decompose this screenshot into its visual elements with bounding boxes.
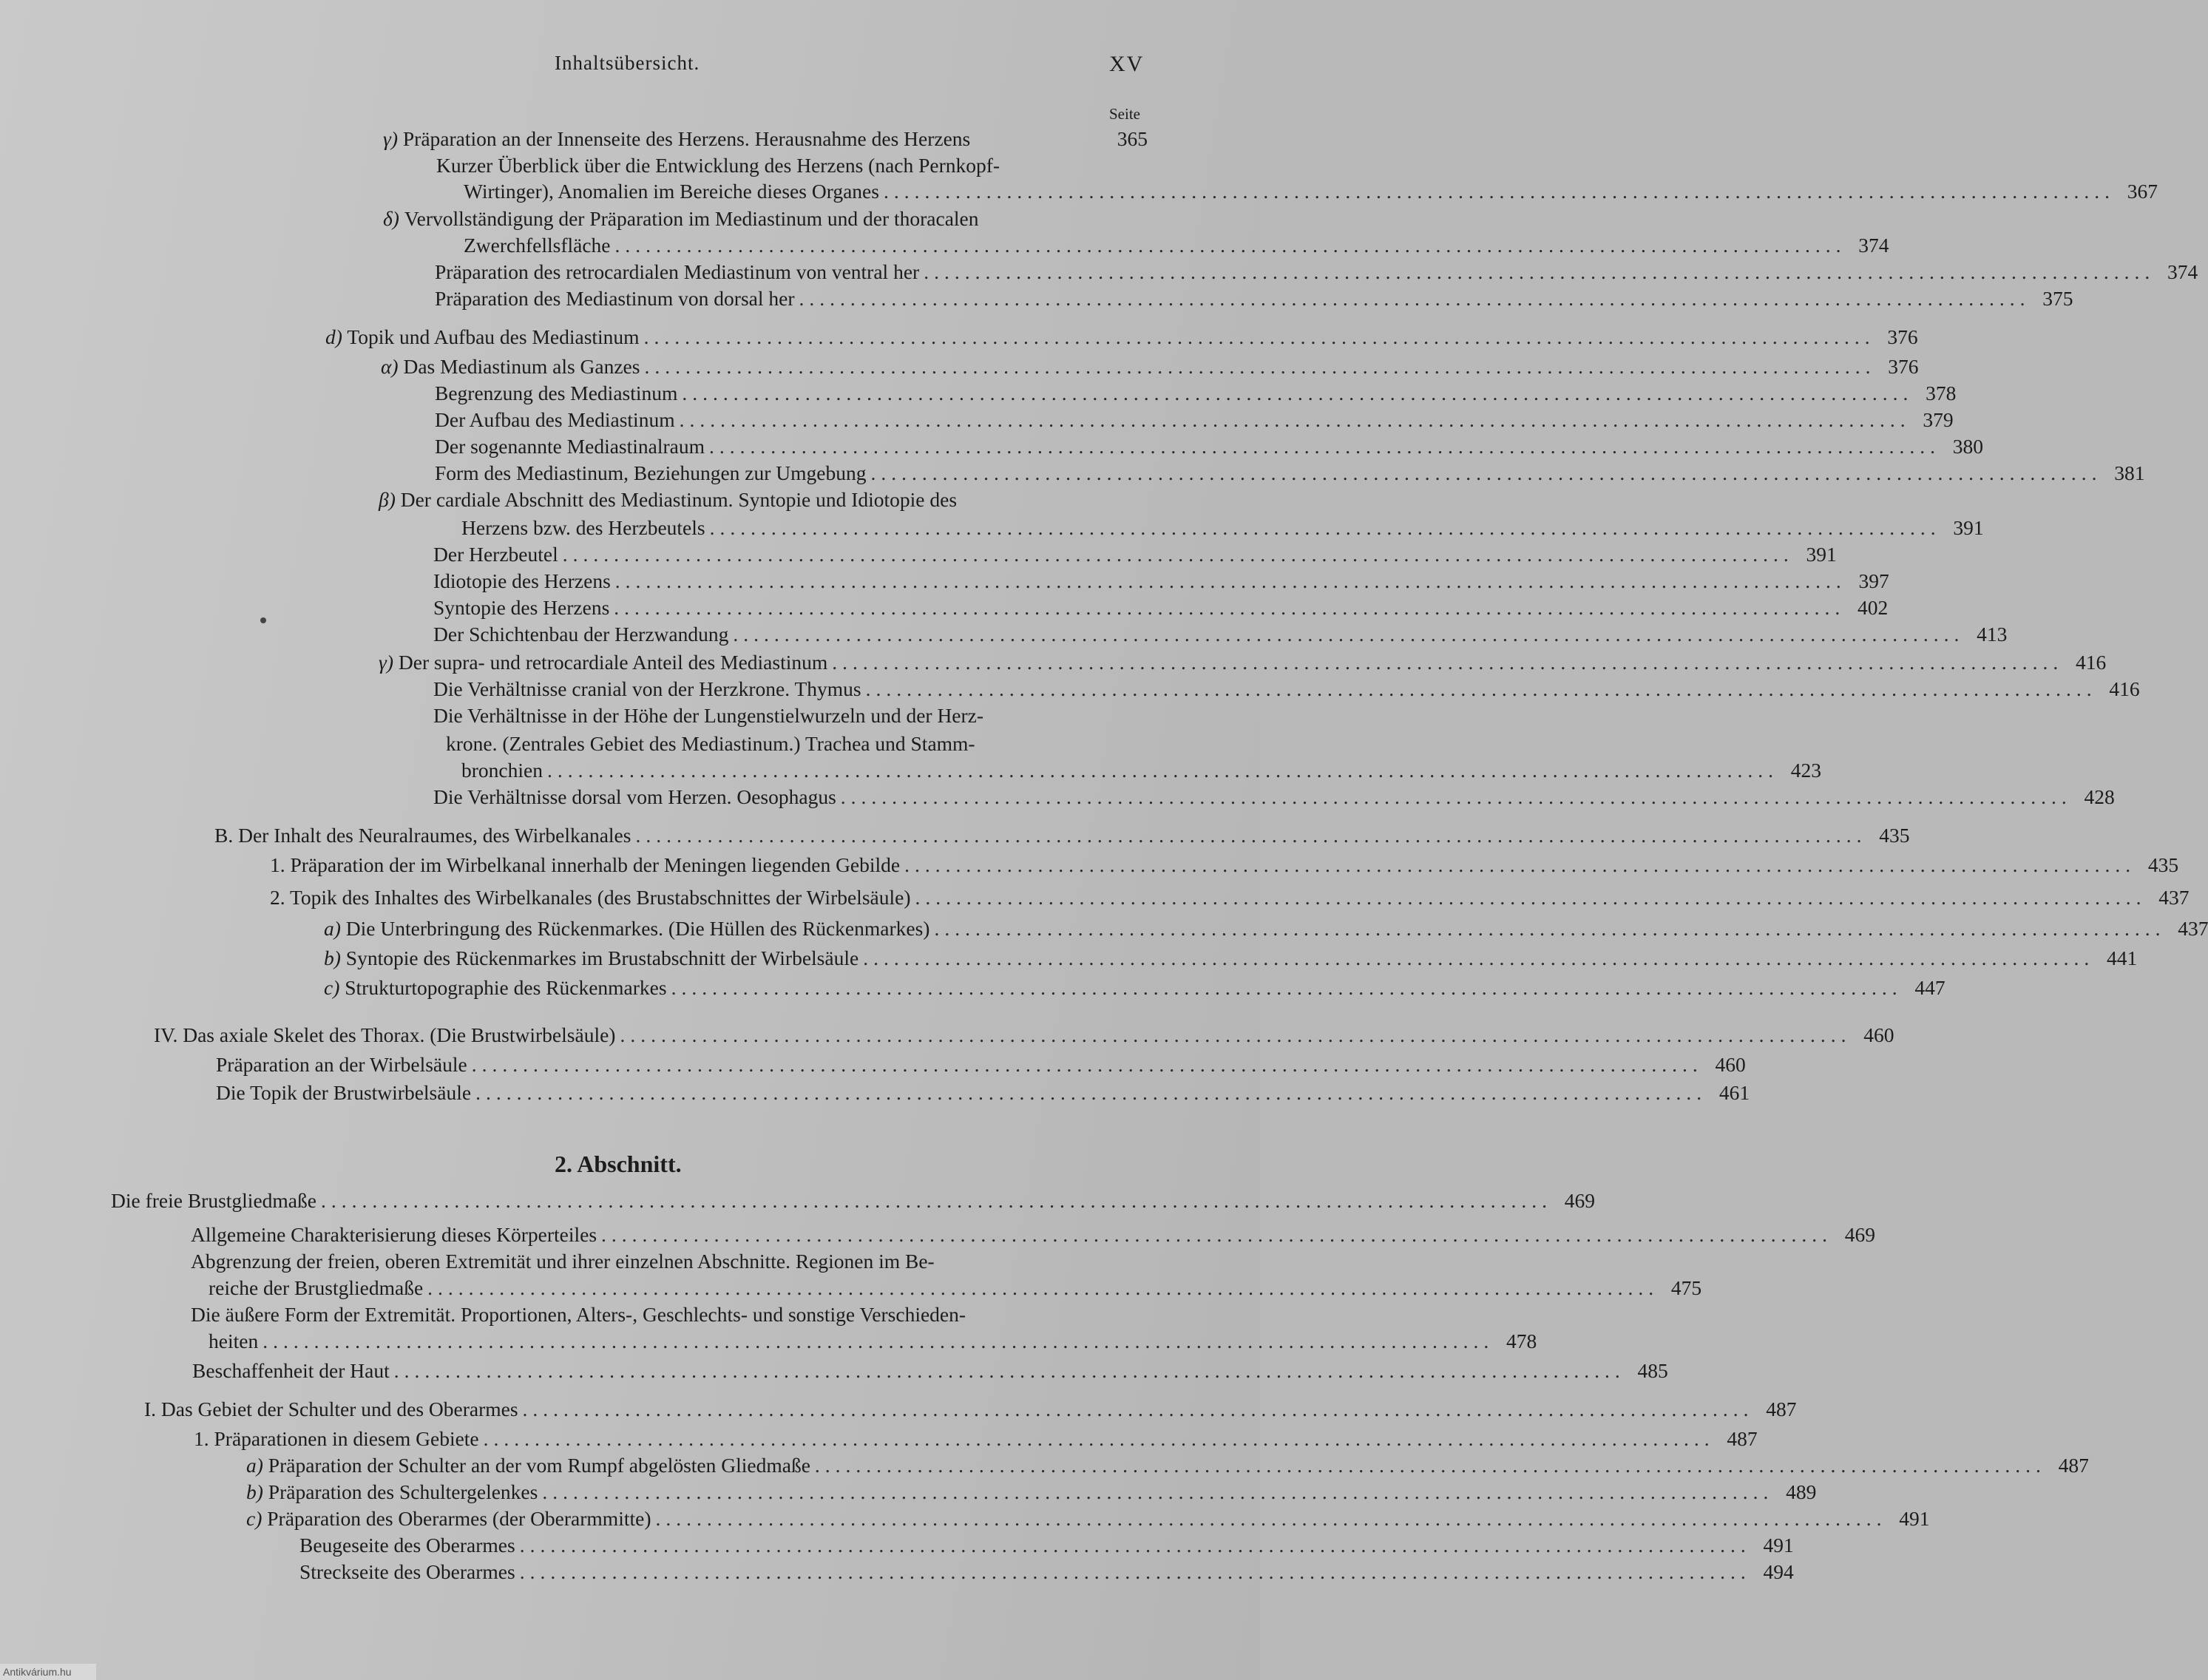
toc-entry-text bbox=[214, 824, 631, 847]
toc-entry-label: γ) bbox=[383, 127, 398, 150]
toc-entry-title: Die Verhältnisse dorsal vom Herzen. Oesophagus bbox=[433, 785, 836, 808]
toc-entry-title: 1. Präparationen in diesem Gebiete bbox=[194, 1427, 479, 1450]
toc-entry-text bbox=[435, 287, 795, 311]
dot-leader: ........................................................................................................................ bbox=[904, 853, 2136, 876]
toc-entry-text bbox=[433, 677, 861, 701]
seite-column-label: Seite bbox=[1109, 105, 1140, 123]
toc-entry bbox=[270, 853, 2179, 880]
dot-leader: ........................................................................................................................ bbox=[682, 382, 1914, 404]
toc-entry-text bbox=[435, 260, 919, 284]
toc-entry-title: Abgrenzung der freien, oberen Extremität und ihrer einzelnen Abschnitte. Regionen im Be- bbox=[191, 1250, 935, 1273]
toc-entry-text bbox=[324, 946, 859, 970]
toc-entry-label: c) bbox=[324, 976, 340, 999]
toc-entry bbox=[209, 1330, 1537, 1356]
toc-entry bbox=[446, 732, 1148, 759]
toc-entry bbox=[209, 1276, 1702, 1303]
toc-page-number: 447 bbox=[1914, 976, 1945, 999]
toc-entry-text bbox=[433, 569, 611, 593]
toc-entry-text bbox=[379, 488, 957, 512]
toc-page-number: 378 bbox=[1926, 382, 1957, 404]
toc-page-number: 413 bbox=[1977, 623, 2008, 646]
toc-entry-text bbox=[246, 1454, 810, 1477]
toc-entry-title: Kurzer Überblick über die Entwicklung des Herzens (nach Pernkopf- bbox=[436, 154, 1000, 177]
toc-entry-title: krone. (Zentrales Gebiet des Mediastinum.) Trachea und Stamm- bbox=[446, 732, 975, 755]
section-heading: 2. Abschnitt. bbox=[555, 1151, 682, 1177]
toc-entry-title: Begrenzung des Mediastinum bbox=[435, 382, 678, 404]
toc-entry-label: b) bbox=[324, 946, 341, 969]
toc-entry-title: Syntopie des Rückenmarkes im Brustabschnitt der Wirbelsäule bbox=[345, 946, 859, 969]
toc-entry-text bbox=[461, 516, 705, 540]
toc-entry bbox=[246, 1454, 2089, 1480]
toc-page-number: 494 bbox=[1763, 1560, 1794, 1583]
toc-entry bbox=[461, 759, 1821, 785]
toc-page-number: 441 bbox=[2106, 946, 2138, 969]
toc-entry-title: heiten bbox=[209, 1330, 259, 1352]
toc-page-number: 487 bbox=[1766, 1398, 1797, 1420]
toc-entry-label: α) bbox=[381, 355, 399, 378]
toc-entry-text bbox=[461, 759, 543, 782]
dot-leader: ........................................................................................................................ bbox=[865, 677, 2097, 700]
dot-leader: ........................................................................................................................ bbox=[483, 1427, 1715, 1450]
toc-entry-label: b) bbox=[246, 1480, 263, 1503]
dot-leader: ........................................................................................................................ bbox=[643, 325, 1875, 348]
toc-entry-title: Präparation des retrocardialen Mediastinum von ventral her bbox=[435, 260, 920, 283]
toc-entry bbox=[464, 234, 1889, 260]
toc-entry-text bbox=[191, 1223, 597, 1247]
toc-entry-title: Die freie Brustgliedmaße bbox=[111, 1189, 316, 1212]
toc-entry bbox=[435, 260, 2198, 287]
toc-entry-text bbox=[435, 382, 677, 405]
dot-leader: ........................................................................................................................ bbox=[519, 1534, 1751, 1557]
toc-entry-label: c) bbox=[246, 1507, 263, 1530]
toc-entry-title: I. Das Gebiet der Schulter und des Oberarmes bbox=[144, 1398, 518, 1420]
dot-leader: ........................................................................................................................ bbox=[519, 1560, 1751, 1583]
toc-entry-text bbox=[111, 1189, 316, 1213]
toc-entry-text bbox=[446, 732, 975, 756]
toc-entry-text bbox=[324, 917, 929, 941]
toc-entry-title: Präparation an der Innenseite des Herzens. Herausnahme des Herzens bbox=[402, 127, 971, 150]
toc-entry-text bbox=[299, 1534, 515, 1557]
toc-entry-title: Topik und Aufbau des Mediastinum bbox=[347, 325, 640, 348]
toc-entry bbox=[111, 1189, 1595, 1216]
toc-entry-text bbox=[379, 651, 827, 674]
dot-leader: ........................................................................................................................ bbox=[427, 1276, 1659, 1299]
toc-page-number: 437 bbox=[2158, 886, 2190, 909]
toc-entry-text bbox=[270, 853, 900, 877]
toc-entry-title: Der Schichtenbau der Herzwandung bbox=[433, 623, 729, 646]
toc-entry bbox=[214, 824, 1910, 850]
dot-leader: ........................................................................................................................ bbox=[671, 976, 1903, 999]
dot-leader: ........................................................................................................................ bbox=[709, 516, 1941, 539]
toc-entry-title: Vervollständigung der Präparation im Mediastinum und der thoracalen bbox=[404, 207, 979, 230]
dot-leader: ........................................................................................................................ bbox=[522, 1398, 1754, 1420]
dot-leader: ........................................................................................................................ bbox=[915, 886, 2147, 909]
toc-entry-title: Das Mediastinum als Ganzes bbox=[403, 355, 640, 378]
toc-page-number: 460 bbox=[1715, 1053, 1746, 1076]
roman-page-number: XV bbox=[1109, 52, 1145, 76]
dot-leader: ........................................................................................................................ bbox=[679, 408, 1911, 431]
toc-entry-title: Der Herzbeutel bbox=[433, 543, 558, 566]
toc-entry bbox=[433, 677, 2140, 704]
dot-leader: ........................................................................................................................ bbox=[601, 1223, 1833, 1246]
toc-entry-text bbox=[299, 1560, 515, 1584]
toc-entry bbox=[433, 785, 2115, 812]
toc-page-number: 491 bbox=[1899, 1507, 1930, 1530]
toc-entry bbox=[435, 461, 2145, 488]
toc-page-number: 391 bbox=[1953, 516, 1984, 539]
toc-entry-title: Beugeseite des Oberarmes bbox=[299, 1534, 515, 1557]
dot-leader: ........................................................................................................................ bbox=[542, 1480, 1774, 1503]
dot-leader: ........................................................................................................................ bbox=[832, 651, 2064, 674]
toc-entry-title: Strukturtopographie des Rückenmarkes bbox=[345, 976, 667, 999]
toc-entry-text bbox=[464, 180, 879, 203]
toc-entry-title: reiche der Brustgliedmaße bbox=[209, 1276, 424, 1299]
dot-leader: ........................................................................................................................ bbox=[870, 461, 2102, 484]
toc-entry bbox=[433, 596, 1889, 623]
toc-entry-text bbox=[383, 207, 979, 231]
toc-entry bbox=[270, 886, 2190, 912]
toc-entry bbox=[154, 1023, 1894, 1050]
toc-entry-text bbox=[246, 1507, 651, 1531]
toc-entry-title: Der sogenannte Mediastinalraum bbox=[435, 435, 705, 458]
toc-entry bbox=[436, 154, 1148, 180]
toc-page-number: 416 bbox=[2109, 677, 2140, 700]
toc-entry bbox=[216, 1053, 1746, 1080]
dot-leader: ........................................................................................................................ bbox=[840, 785, 2072, 808]
toc-entry-title: Der supra- und retrocardiale Anteil des Mediastinum bbox=[398, 651, 828, 674]
toc-entry bbox=[246, 1480, 1817, 1507]
toc-page-number: 475 bbox=[1670, 1276, 1702, 1299]
dot-leader: ........................................................................................................................ bbox=[471, 1053, 1703, 1076]
toc-page-number: 374 bbox=[2167, 260, 2198, 283]
dot-leader: ........................................................................................................................ bbox=[320, 1189, 1552, 1212]
toc-entry bbox=[381, 355, 1919, 382]
toc-entry bbox=[191, 1250, 1148, 1276]
toc-entry-text bbox=[433, 623, 728, 646]
toc-page-number: 469 bbox=[1844, 1223, 1876, 1246]
dot-leader: ........................................................................................................................ bbox=[562, 543, 1794, 566]
toc-entry bbox=[433, 623, 2008, 649]
toc-page-number: 435 bbox=[1879, 824, 1910, 847]
toc-page-number: 397 bbox=[1858, 569, 1889, 592]
dot-leader: ........................................................................................................................ bbox=[814, 1454, 2046, 1477]
toc-entry-label: γ) bbox=[379, 651, 393, 674]
toc-entry-title: Die Verhältnisse cranial von der Herzkrone. Thymus bbox=[433, 677, 861, 700]
toc-entry bbox=[461, 516, 1984, 543]
toc-entry-text bbox=[216, 1053, 467, 1077]
toc-page-number: 376 bbox=[1887, 325, 1918, 348]
toc-entry-text bbox=[435, 435, 705, 458]
toc-page-number: 487 bbox=[2058, 1454, 2089, 1477]
toc-entry-text bbox=[436, 154, 1000, 177]
toc-entry bbox=[192, 1359, 1668, 1386]
toc-entry-title: Allgemeine Charakterisierung dieses Körperteiles bbox=[191, 1223, 597, 1246]
dot-leader: ........................................................................................................................ bbox=[620, 1023, 1852, 1046]
toc-entry bbox=[216, 1081, 1750, 1108]
toc-entry-label: a) bbox=[246, 1454, 263, 1477]
toc-page-number: 376 bbox=[1888, 355, 1919, 378]
toc-page-number: 423 bbox=[1790, 759, 1821, 782]
dot-leader: ........................................................................................................................ bbox=[546, 759, 1778, 782]
toc-entry-text bbox=[191, 1250, 935, 1273]
toc-entry-title: Die Topik der Brustwirbelsäule bbox=[216, 1081, 472, 1104]
dot-leader: ........................................................................................................................ bbox=[863, 946, 2095, 969]
toc-entry bbox=[433, 704, 1148, 731]
toc-entry-text bbox=[383, 127, 970, 151]
toc-entry-text bbox=[433, 596, 609, 620]
dot-leader: ........................................................................................................................ bbox=[883, 180, 2115, 203]
toc-entry bbox=[246, 1507, 1930, 1534]
toc-page-number: 374 bbox=[1858, 234, 1889, 257]
toc-entry-title: bronchien bbox=[461, 759, 543, 782]
toc-entry bbox=[433, 543, 1837, 569]
toc-page-number: 469 bbox=[1564, 1189, 1595, 1212]
toc-page-number: 487 bbox=[1727, 1427, 1758, 1450]
dot-leader: ........................................................................................................................ bbox=[709, 435, 1941, 458]
toc-entry-title: B. Der Inhalt des Neuralraumes, des Wirbelkanales bbox=[214, 824, 631, 847]
toc-entry-text bbox=[464, 234, 611, 257]
dot-leader: ........................................................................................................................ bbox=[644, 355, 1876, 378]
toc-entry-title: Die Unterbringung des Rückenmarkes. (Die Hüllen des Rückenmarkes) bbox=[345, 917, 930, 940]
toc-entry-title: Syntopie des Herzens bbox=[433, 596, 610, 619]
toc-entry-label: β) bbox=[379, 488, 396, 511]
dot-leader: ........................................................................................................................ bbox=[934, 917, 2166, 940]
toc-entry-title: Der Aufbau des Mediastinum bbox=[435, 408, 675, 431]
toc-entry bbox=[144, 1398, 1797, 1424]
dot-leader: ........................................................................................................................ bbox=[655, 1507, 1887, 1530]
toc-entry-text bbox=[270, 886, 910, 910]
toc-entry bbox=[383, 207, 1148, 234]
toc-entry-label: d) bbox=[325, 325, 342, 348]
toc-entry bbox=[191, 1223, 1876, 1250]
toc-entry-text bbox=[433, 785, 836, 809]
toc-page-number: 460 bbox=[1863, 1023, 1894, 1046]
dot-leader: ........................................................................................................................ bbox=[263, 1330, 1494, 1352]
toc-entry-text bbox=[216, 1081, 471, 1105]
dot-leader: ........................................................................................................................ bbox=[799, 287, 2031, 310]
toc-page-number: 489 bbox=[1786, 1480, 1817, 1503]
toc-entry-text bbox=[194, 1427, 479, 1451]
toc-entry bbox=[379, 488, 1148, 515]
toc-entry-label: a) bbox=[324, 917, 341, 940]
toc-entry-title: 2. Topik des Inhaltes des Wirbelkanales (des Brustabschnittes der Wirbelsäule) bbox=[270, 886, 911, 909]
toc-entry-title: Die äußere Form der Extremität. Proportionen, Alters-, Geschlechts- und sonstige Verschieden- bbox=[191, 1303, 966, 1326]
toc-page-number: 478 bbox=[1506, 1330, 1537, 1352]
toc-entry bbox=[299, 1560, 1794, 1587]
toc-entry bbox=[383, 127, 1148, 154]
toc-entry-title: Idiotopie des Herzens bbox=[433, 569, 611, 592]
toc-entry-title: Präparation der Schulter an der vom Rumpf abgelösten Gliedmaße bbox=[268, 1454, 810, 1477]
toc-entry bbox=[191, 1303, 1148, 1330]
toc-page-number: 402 bbox=[1858, 596, 1889, 619]
toc-entry-text bbox=[209, 1330, 258, 1353]
toc-entry-title: Beschaffenheit der Haut bbox=[192, 1359, 390, 1382]
toc-entry-text bbox=[191, 1303, 966, 1327]
print-speck bbox=[260, 617, 266, 623]
toc-entry bbox=[435, 435, 1984, 461]
toc-page-number: 391 bbox=[1806, 543, 1837, 566]
toc-entry bbox=[379, 651, 2107, 677]
toc-page-number: 491 bbox=[1763, 1534, 1794, 1557]
toc-entry-title: Streckseite des Oberarmes bbox=[299, 1560, 515, 1583]
toc-entry bbox=[435, 287, 2073, 314]
toc-entry-title: Wirtinger), Anomalien im Bereiche dieses Organes bbox=[464, 180, 879, 203]
toc-entry-text bbox=[144, 1398, 518, 1421]
toc-entry-title: Form des Mediastinum, Beziehungen zur Umgebung bbox=[435, 461, 867, 484]
running-header-title: Inhaltsübersicht. bbox=[555, 52, 700, 74]
toc-entry bbox=[194, 1427, 1758, 1454]
toc-entry-title: Die Verhältnisse in der Höhe der Lungenstielwurzeln und der Herz- bbox=[433, 704, 984, 727]
toc-entry bbox=[299, 1534, 1794, 1560]
toc-entry-title: Präparation an der Wirbelsäule bbox=[216, 1053, 467, 1076]
toc-page-number: 365 bbox=[1117, 127, 1148, 150]
toc-entry-text bbox=[433, 704, 983, 728]
dot-leader: ........................................................................................................................ bbox=[614, 569, 1846, 592]
toc-entry-text bbox=[192, 1359, 390, 1383]
toc-page-number: 380 bbox=[1952, 435, 1984, 458]
toc-entry-title: Präparation des Mediastinum von dorsal her bbox=[435, 287, 795, 310]
toc-page-number: 416 bbox=[2076, 651, 2107, 674]
toc-page-number: 381 bbox=[2114, 461, 2145, 484]
toc-page-number: 437 bbox=[2178, 917, 2208, 940]
toc-entry bbox=[435, 408, 1954, 435]
toc-page-number: 367 bbox=[2127, 180, 2158, 203]
toc-page-number: 379 bbox=[1923, 408, 1954, 431]
toc-entry-title: Der cardiale Abschnitt des Mediastinum. Syntopie und Idiotopie des bbox=[400, 488, 958, 511]
toc-entry bbox=[433, 569, 1889, 596]
toc-entry-title: Zwerchfellsfläche bbox=[464, 234, 611, 257]
dot-leader: ........................................................................................................................ bbox=[635, 824, 1867, 847]
toc-entry-title: Präparation des Schultergelenkes bbox=[268, 1480, 538, 1503]
toc-entry-text bbox=[381, 355, 640, 379]
toc-entry-title: 1. Präparation der im Wirbelkanal innerhalb der Meningen liegenden Gebilde bbox=[270, 853, 901, 876]
toc-page-number: 375 bbox=[2042, 287, 2073, 310]
toc-entry-text bbox=[246, 1480, 538, 1504]
toc-entry bbox=[324, 917, 2208, 944]
toc-entry bbox=[325, 325, 1918, 352]
toc-entry-title: Herzens bzw. des Herzbeutels bbox=[461, 516, 705, 539]
dot-leader: ........................................................................................................................ bbox=[475, 1081, 1707, 1104]
watermark: Antikvárium.hu bbox=[0, 1664, 96, 1680]
toc-entry-text bbox=[435, 461, 867, 485]
toc-page-number: 435 bbox=[2147, 853, 2179, 876]
toc-entry-text bbox=[325, 325, 640, 349]
dot-leader: ........................................................................................................................ bbox=[393, 1359, 1625, 1382]
toc-entry-label: δ) bbox=[383, 207, 399, 230]
toc-entry-text bbox=[154, 1023, 615, 1047]
toc-page-number: 485 bbox=[1637, 1359, 1668, 1382]
toc-entry-title: Präparation des Oberarmes (der Oberarmmitte) bbox=[267, 1507, 651, 1530]
toc-page-number: 461 bbox=[1718, 1081, 1750, 1104]
toc-entry-text bbox=[324, 976, 667, 1000]
dot-leader: ........................................................................................................................ bbox=[614, 234, 1846, 257]
toc-entry-title: IV. Das axiale Skelet des Thorax. (Die Brustwirbelsäule) bbox=[154, 1023, 616, 1046]
dot-leader: ........................................................................................................................ bbox=[733, 623, 1965, 646]
toc-entry-text bbox=[209, 1276, 423, 1300]
toc-entry-text bbox=[433, 543, 558, 566]
toc-entry bbox=[324, 946, 2138, 973]
toc-entry bbox=[435, 382, 1957, 408]
toc-entry bbox=[464, 180, 2158, 206]
toc-page-number: 428 bbox=[2084, 785, 2115, 808]
toc-entry-text bbox=[435, 408, 675, 432]
dot-leader: ........................................................................................................................ bbox=[614, 596, 1846, 619]
dot-leader: ........................................................................................................................ bbox=[924, 260, 2155, 283]
toc-entry bbox=[324, 976, 1945, 1003]
